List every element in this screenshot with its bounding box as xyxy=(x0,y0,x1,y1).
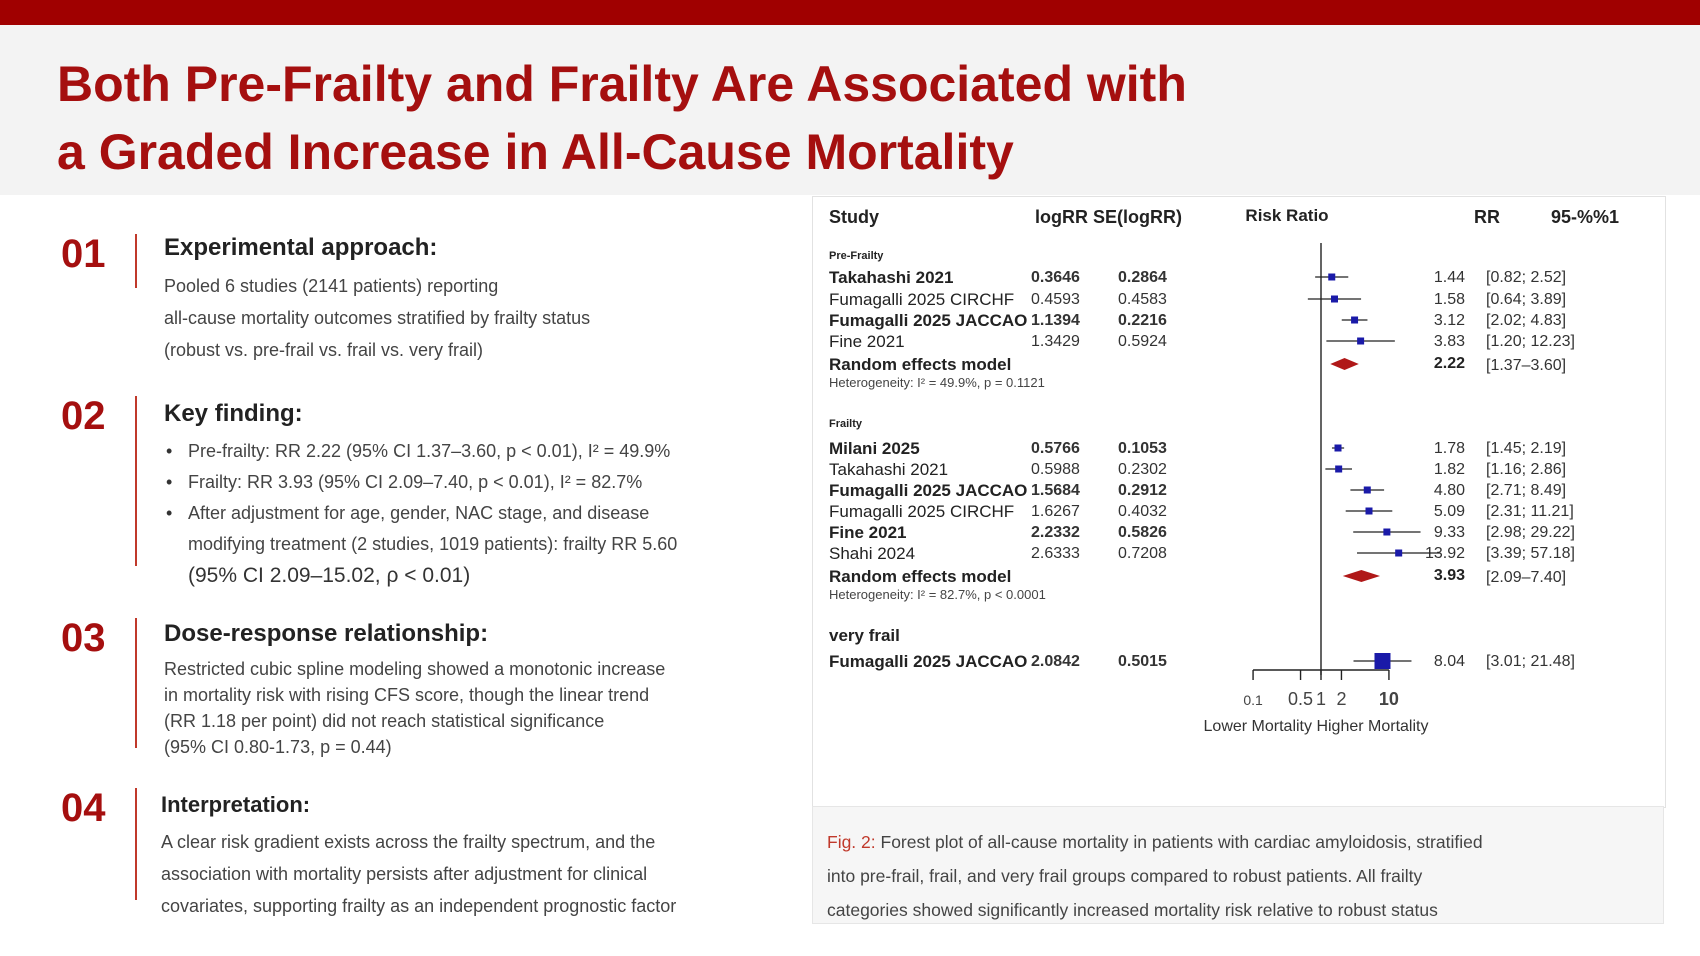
study-name: Shahi 2024 xyxy=(829,544,916,563)
text-line: covariates, supporting frailty as an independent prognostic factor xyxy=(161,896,677,916)
study-name: Fumagalli 2025 JACCAO xyxy=(829,652,1028,671)
study-name: Milani 2025 xyxy=(829,439,920,458)
pooled-label: Random effects model xyxy=(829,355,1012,374)
point-marker xyxy=(1395,550,1402,557)
study-logrr: 0.4593 xyxy=(1031,291,1080,308)
group-label: very frail xyxy=(829,626,900,645)
study-logrr: 2.6333 xyxy=(1031,545,1080,562)
study-name: Fumagalli 2025 JACCAO xyxy=(829,311,1028,330)
section-text xyxy=(164,270,804,366)
section-interpretation xyxy=(57,786,797,916)
text-line: association with mortality persists after adjustment for clinical xyxy=(161,864,648,884)
caption-label: Fig. 2: xyxy=(827,832,876,852)
pooled-ci: [2.09–7.40] xyxy=(1486,569,1567,586)
pooled-rr: 2.22 xyxy=(1433,355,1465,372)
finding-bullet: • Pre-frailty: RR 2.22 (95% CI 1.37–3.60, p < 0.01), I² = 49.9% xyxy=(188,436,804,467)
study-ci: [1.20; 12.23] xyxy=(1486,333,1575,350)
study-name: Fine 2021 xyxy=(829,523,907,542)
point-marker xyxy=(1335,466,1342,473)
text-line: (RR 1.18 per point) did not reach statistical significance xyxy=(164,711,605,731)
point-marker xyxy=(1331,296,1338,303)
forest-plot-figure xyxy=(812,196,1666,808)
finding-bullet: • Frailty: RR 3.93 (95% CI 2.09–7.40, p < 0.01), I² = 82.7% xyxy=(188,467,804,498)
pooled-diamond xyxy=(1330,358,1359,370)
text-line: Restricted cubic spline modeling showed a monotonic increase xyxy=(164,659,666,679)
study-ci: [3.01; 21.48] xyxy=(1486,653,1575,670)
section-key-finding xyxy=(57,394,797,587)
col-header-study: Study xyxy=(829,207,880,227)
study-logrr: 1.6267 xyxy=(1031,503,1080,520)
section-heading: Key finding: xyxy=(164,400,303,427)
study-name: Fumagalli 2025 CIRCHF xyxy=(829,290,1015,309)
text-line: (95% CI 0.80-1.73, p = 0.44) xyxy=(164,737,392,757)
study-se: 0.5015 xyxy=(1118,653,1167,670)
study-se: 0.2216 xyxy=(1118,312,1167,329)
figure-caption xyxy=(812,806,1664,924)
caption-line-3: categories showed significantly increased mortality risk relative to robust status xyxy=(827,900,1438,920)
x-tick-label: 10 xyxy=(1378,689,1399,709)
x-tick-label: 0.1 xyxy=(1243,692,1263,708)
x-tick-label: 0.5 xyxy=(1288,689,1314,709)
study-name: Takahashi 2021 xyxy=(829,460,949,479)
col-header-ci: 95-%%1 xyxy=(1551,207,1620,227)
title-line-2: a Graded Increase in All-Cause Mortality xyxy=(57,124,1014,180)
section-number: 03 xyxy=(61,616,106,660)
study-ci: [0.64; 3.89] xyxy=(1486,291,1567,308)
study-name: Fine 2021 xyxy=(829,332,905,351)
study-ci: [2.31; 11.21] xyxy=(1486,503,1574,520)
study-rr: 3.12 xyxy=(1433,312,1465,329)
section-text xyxy=(164,656,804,760)
study-rr: 1.78 xyxy=(1433,440,1465,457)
text-line: A clear risk gradient exists across the frailty spectrum, and the xyxy=(161,832,656,852)
point-marker xyxy=(1364,487,1371,494)
study-ci: [2.71; 8.49] xyxy=(1486,482,1567,499)
study-ci: [0.82; 2.52] xyxy=(1486,269,1567,286)
title-line-1: Both Pre-Frailty and Frailty Are Associated with xyxy=(57,56,1187,112)
study-logrr: 1.3429 xyxy=(1031,333,1080,350)
study-rr: 9.33 xyxy=(1433,524,1465,541)
finding-bullet xyxy=(188,498,804,592)
study-name: Takahashi 2021 xyxy=(829,268,954,287)
study-rr: 1.44 xyxy=(1433,269,1465,286)
study-ci: [1.45; 2.19] xyxy=(1486,440,1567,457)
study-logrr: 0.5766 xyxy=(1031,440,1080,457)
x-tick-label: 2 xyxy=(1336,689,1347,709)
study-se: 0.2912 xyxy=(1118,482,1167,499)
study-rr: 13.92 xyxy=(1424,545,1465,562)
study-ci: [1.16; 2.86] xyxy=(1486,461,1567,478)
study-logrr: 1.1394 xyxy=(1031,312,1080,329)
study-logrr: 2.0842 xyxy=(1031,653,1080,670)
point-marker xyxy=(1357,338,1364,345)
study-se: 0.4583 xyxy=(1118,291,1167,308)
section-number: 01 xyxy=(61,232,106,276)
point-marker xyxy=(1383,529,1390,536)
section-divider xyxy=(135,234,137,288)
caption-line-2: into pre-frail, frail, and very frail groups compared to robust patients. All frailty xyxy=(827,866,1423,886)
pooled-rr: 3.93 xyxy=(1433,567,1465,584)
col-header-logrr-se: logRR SE(logRR) xyxy=(1035,207,1182,227)
study-se: 0.2864 xyxy=(1118,269,1167,286)
study-rr: 5.09 xyxy=(1433,503,1465,520)
section-experimental-approach xyxy=(57,232,797,360)
study-rr: 1.58 xyxy=(1433,291,1465,308)
section-heading: Experimental approach: xyxy=(164,234,438,261)
study-rr: 4.80 xyxy=(1433,482,1465,499)
bullet-text-large: (95% CI 2.09–15.02, ρ < 0.01) xyxy=(188,564,471,587)
bullet-text: After adjustment for age, gender, NAC stage, and disease xyxy=(188,503,650,523)
forest-plot xyxy=(813,197,1665,807)
bullet-text: modifying treatment (2 studies, 1019 patients): frailty RR 5.60 xyxy=(188,534,678,554)
study-name: Fumagalli 2025 JACCAO xyxy=(829,481,1028,500)
text-line: all-cause mortality outcomes stratified by frailty status xyxy=(164,308,591,328)
top-accent-bar xyxy=(0,0,1700,25)
point-marker xyxy=(1366,508,1373,515)
heterogeneity-text: Heterogeneity: I² = 49.9%, p = 0.1121 xyxy=(829,375,1045,390)
pooled-diamond xyxy=(1343,570,1380,582)
section-heading: Interpretation: xyxy=(161,792,311,817)
study-rr: 3.83 xyxy=(1433,333,1465,350)
section-number: 02 xyxy=(61,394,106,438)
pooled-label: Random effects model xyxy=(829,567,1012,586)
section-text xyxy=(161,826,801,922)
study-se: 0.2302 xyxy=(1118,461,1167,478)
study-se: 0.5826 xyxy=(1118,524,1167,541)
page-title xyxy=(57,50,1187,186)
study-ci: [2.02; 4.83] xyxy=(1486,312,1567,329)
study-logrr: 2.2332 xyxy=(1031,524,1080,541)
study-logrr: 0.3646 xyxy=(1031,269,1080,286)
section-divider xyxy=(135,396,137,566)
text-line: in mortality risk with rising CFS score, though the linear trend xyxy=(164,685,650,705)
text-line: (robust vs. pre-frail vs. frail vs. very frail) xyxy=(164,340,484,360)
section-dose-response xyxy=(57,616,797,756)
section-number: 04 xyxy=(61,786,106,830)
col-header-risk-ratio: Risk Ratio xyxy=(1245,206,1329,225)
group-label: Frailty xyxy=(829,418,863,430)
study-rr: 8.04 xyxy=(1433,653,1465,670)
study-se: 0.7208 xyxy=(1118,545,1167,562)
study-se: 0.1053 xyxy=(1118,440,1167,457)
x-axis-label: Lower Mortality Higher Mortality xyxy=(1203,718,1429,735)
study-logrr: 1.5684 xyxy=(1031,482,1080,499)
finding-list xyxy=(164,436,804,592)
group-label: Pre-Frailty xyxy=(829,250,884,262)
study-logrr: 0.5988 xyxy=(1031,461,1080,478)
section-divider xyxy=(135,618,137,748)
study-se: 0.5924 xyxy=(1118,333,1167,350)
study-ci: [2.98; 29.22] xyxy=(1486,524,1575,541)
x-tick-label: 1 xyxy=(1315,689,1327,709)
study-rr: 1.82 xyxy=(1433,461,1465,478)
section-divider xyxy=(135,788,137,900)
caption-line-1: Forest plot of all-cause mortality in patients with cardiac amyloidosis, stratified xyxy=(875,832,1483,852)
study-se: 0.4032 xyxy=(1118,503,1167,520)
point-marker xyxy=(1374,653,1390,669)
col-header-rr: RR xyxy=(1474,207,1500,227)
section-heading: Dose-response relationship: xyxy=(164,620,489,647)
study-name: Fumagalli 2025 CIRCHF xyxy=(829,502,1015,521)
study-ci: [3.39; 57.18] xyxy=(1486,545,1575,562)
point-marker xyxy=(1335,445,1342,452)
point-marker xyxy=(1328,274,1335,281)
point-marker xyxy=(1351,317,1358,324)
pooled-ci: [1.37–3.60] xyxy=(1486,357,1567,374)
text-line: Pooled 6 studies (2141 patients) reporting xyxy=(164,276,499,296)
heterogeneity-text: Heterogeneity: I² = 82.7%, p < 0.0001 xyxy=(829,587,1046,602)
